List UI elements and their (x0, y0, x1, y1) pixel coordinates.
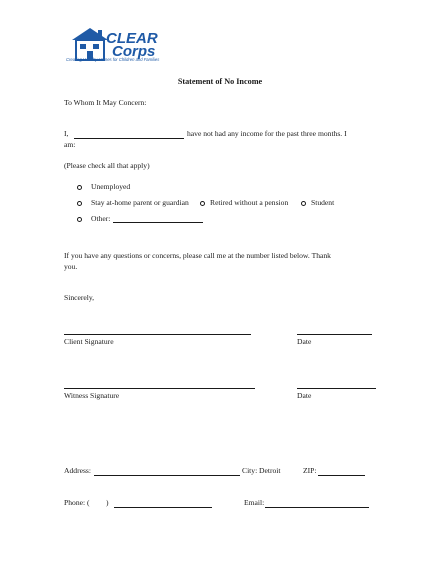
zip-label: ZIP: (303, 466, 317, 475)
email-field[interactable] (265, 507, 369, 508)
client-date-line[interactable] (297, 334, 372, 335)
check-instruction: (Please check all that apply) (64, 161, 150, 170)
option-stay-at-home: Stay at-home parent or guardian (91, 198, 189, 207)
option-student: Student (311, 198, 335, 207)
client-date-label: Date (297, 337, 312, 346)
closing: Sincerely, (64, 293, 95, 302)
witness-signature-label: Witness Signature (64, 391, 120, 400)
address-label: Address: (64, 466, 91, 475)
client-signature-label: Client Signature (64, 337, 114, 346)
email-label: Email: (244, 498, 265, 507)
option-other: Other: (91, 214, 111, 223)
questions-line-1: If you have any questions or concerns, please call me at the number listed below. Thank (64, 251, 331, 260)
income-suffix: have not had any income for the past three months. I (187, 129, 347, 138)
house-roof-icon (72, 28, 108, 40)
logo-word-1: CLEAR (106, 30, 158, 47)
stay-at-home-checkbox[interactable] (77, 201, 82, 206)
logo-word-2: Corps (112, 43, 156, 60)
other-checkbox[interactable] (77, 217, 82, 222)
logo-tagline: Creating Healthy Homes for Children and Families (66, 57, 160, 62)
phone-field[interactable] (114, 507, 212, 508)
witness-date-line[interactable] (297, 388, 376, 389)
city-value: Detroit (259, 466, 281, 475)
witness-date-label: Date (297, 391, 312, 400)
city-label: City: (242, 466, 258, 475)
name-blank-field[interactable] (74, 138, 184, 139)
questions-line-2: you. (64, 262, 78, 271)
income-prefix: I, (64, 129, 69, 138)
client-signature-line[interactable] (64, 334, 251, 335)
witness-signature-line[interactable] (64, 388, 255, 389)
option-unemployed: Unemployed (91, 182, 131, 191)
student-checkbox[interactable] (301, 201, 306, 206)
unemployed-checkbox[interactable] (77, 185, 82, 190)
phone-label: Phone: ( (64, 498, 90, 507)
zip-field[interactable] (318, 475, 365, 476)
salutation: To Whom It May Concern: (64, 98, 147, 107)
retired-checkbox[interactable] (200, 201, 205, 206)
document-title: Statement of No Income (177, 77, 263, 86)
option-retired: Retired without a pension (210, 198, 289, 207)
income-suffix-2: am: (64, 140, 76, 149)
phone-paren: ) (106, 498, 109, 507)
address-field[interactable] (94, 475, 240, 476)
other-blank-field[interactable] (113, 222, 203, 223)
